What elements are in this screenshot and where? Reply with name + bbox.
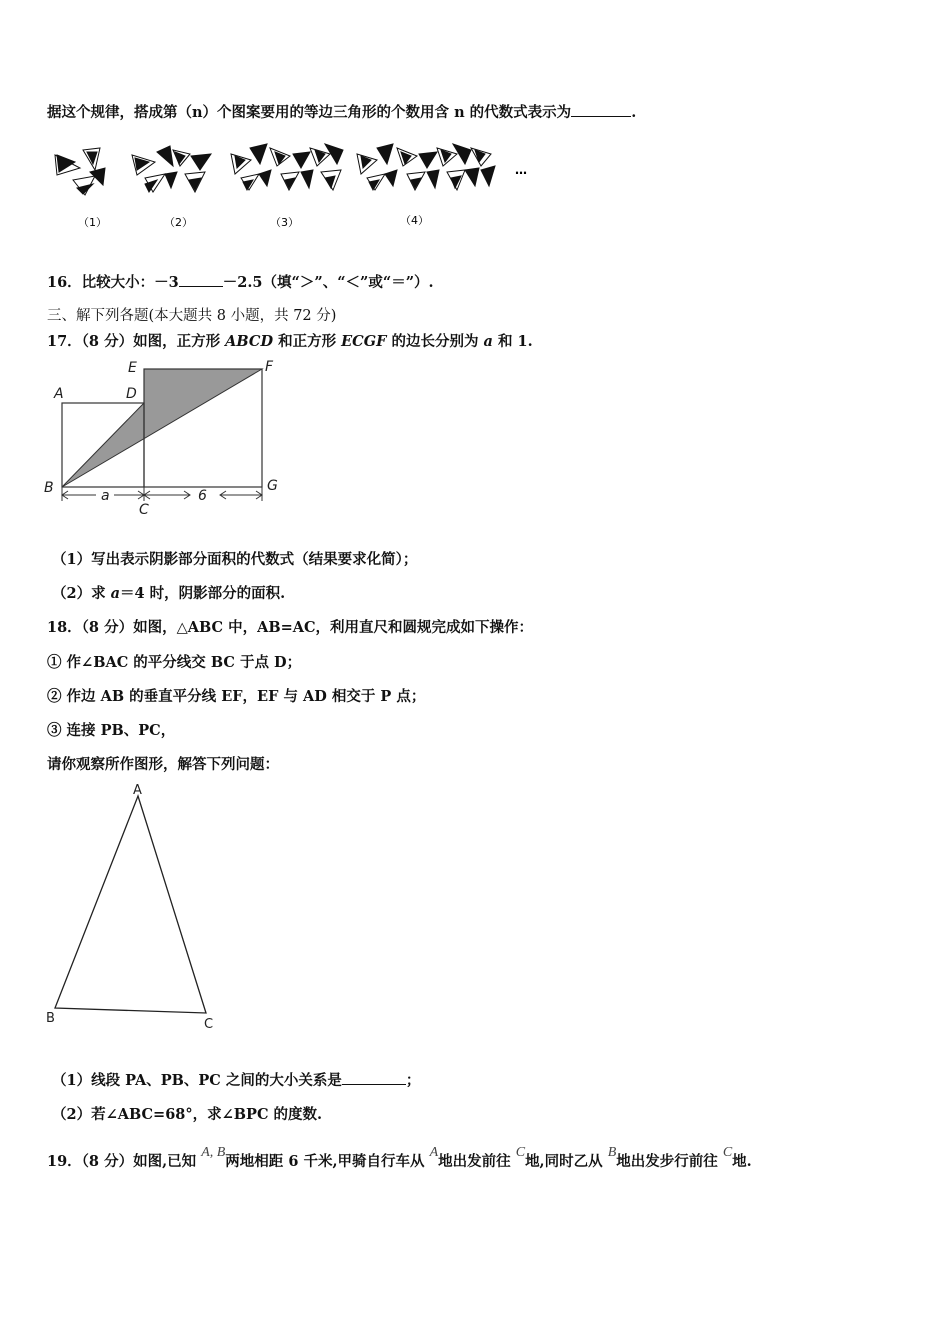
q17-a: a <box>483 333 493 350</box>
q19-t4: 地出发步行前往 <box>616 1153 718 1170</box>
pattern-1 <box>55 148 105 195</box>
pattern-4 <box>357 144 495 190</box>
q18-step3: ③ 连接 PB、PC， <box>47 722 176 739</box>
q17-intro-mid: 和正方形 <box>273 333 342 350</box>
q19-B: B <box>607 1145 617 1160</box>
q19-C1: C <box>515 1145 526 1160</box>
q15-text <box>47 101 636 122</box>
label-G: G <box>267 478 278 494</box>
q17-intro-post: 和 1. <box>492 333 533 350</box>
q19-text <box>47 1145 752 1171</box>
q19-C2: C <box>722 1145 733 1160</box>
q17-part1: （1）写出表示阴影部分面积的代数式（结果要求化简）； <box>52 551 418 568</box>
caption-1: （1） <box>78 216 107 229</box>
label-A: A <box>133 783 142 798</box>
label-A: A <box>54 386 64 402</box>
q18-observe: 请你观察所作图形，解答下列问题： <box>47 756 279 773</box>
q17-part2 <box>52 582 285 603</box>
label-C: C <box>204 1017 214 1032</box>
triangle-pattern-figure <box>45 140 545 240</box>
q18-step2: ② 作边 AB 的垂直平分线 EF，EF 与 AD 相交于 P 点； <box>47 688 426 705</box>
q19-t1: 两地相距 6 千米,甲骑自行车从 <box>225 1153 425 1170</box>
q17-ecgf: ECGF <box>341 333 387 350</box>
label-B: B <box>46 1011 55 1026</box>
q17-intro-pre: 17．（8 分）如图，正方形 <box>47 333 226 350</box>
q17-part2-var: a <box>110 585 121 602</box>
q19-t3: 地,同时乙从 <box>525 1153 603 1170</box>
q16-text <box>47 271 434 292</box>
q18-part1 <box>52 1069 420 1090</box>
q18-step1: ① 作∠BAC 的平分线交 BC 于点 D； <box>47 654 302 671</box>
q19-t5: 地. <box>732 1153 752 1170</box>
caption-2: （2） <box>164 216 193 229</box>
q16-suffix: －2.5（填“＞”、“＜”或“＝”）. <box>222 274 434 291</box>
label-F: F <box>265 359 274 375</box>
label-C: C <box>139 502 149 518</box>
q16-prefix: 16．比较大小：－3 <box>47 274 179 291</box>
q17-part2-post: ＝4 时，阴影部分的面积. <box>120 585 286 602</box>
q15-text-after: . <box>631 104 637 121</box>
caption-4: （4） <box>400 214 429 227</box>
label-E: E <box>128 360 137 376</box>
answer-blank <box>342 1083 406 1085</box>
q18-part2: （2）若∠ABC=68°，求∠BPC 的度数. <box>52 1106 323 1123</box>
answer-blank <box>571 115 631 117</box>
q17-intro <box>47 330 533 351</box>
pattern-2 <box>132 146 211 192</box>
triangle-abc <box>55 796 206 1013</box>
shaded-region <box>62 369 262 487</box>
dim-a: a <box>101 488 110 504</box>
q18-intro: 18．（8 分）如图，△ABC 中，AB=AC，利用直尺和圆规完成如下操作： <box>47 619 534 636</box>
q19-t2: 地出发前往 <box>438 1153 511 1170</box>
ellipsis: … <box>515 163 527 177</box>
q17-abcd: ABCD <box>225 333 274 350</box>
q17-part2-pre: （2）求 <box>52 585 111 602</box>
answer-blank <box>179 285 223 287</box>
q18-part1-post: ； <box>405 1072 421 1089</box>
label-D: D <box>126 386 137 402</box>
caption-3: （3） <box>270 216 299 229</box>
q18-part1-pre: （1）线段 PA、PB、PC 之间的大小关系是 <box>52 1072 342 1089</box>
label-B: B <box>44 480 54 496</box>
triangle-abc-figure <box>40 780 240 1035</box>
q17-intro-mid2: 的边长分别为 <box>386 333 484 350</box>
section-3-title: 三、解下列各题(本大题共 8 小题，共 72 分) <box>47 308 337 324</box>
q19-ab: A, B <box>201 1145 226 1160</box>
q19-prefix: 19．（8 分）如图,已知 <box>47 1153 197 1170</box>
dim-6: 6 <box>198 488 207 504</box>
q19-A: A <box>429 1145 439 1160</box>
squares-figure <box>40 355 290 520</box>
q15-text-before: 据这个规律，搭成第（n）个图案要用的等边三角形的个数用含 n 的代数式表示为 <box>47 104 572 121</box>
pattern-3 <box>231 144 343 190</box>
